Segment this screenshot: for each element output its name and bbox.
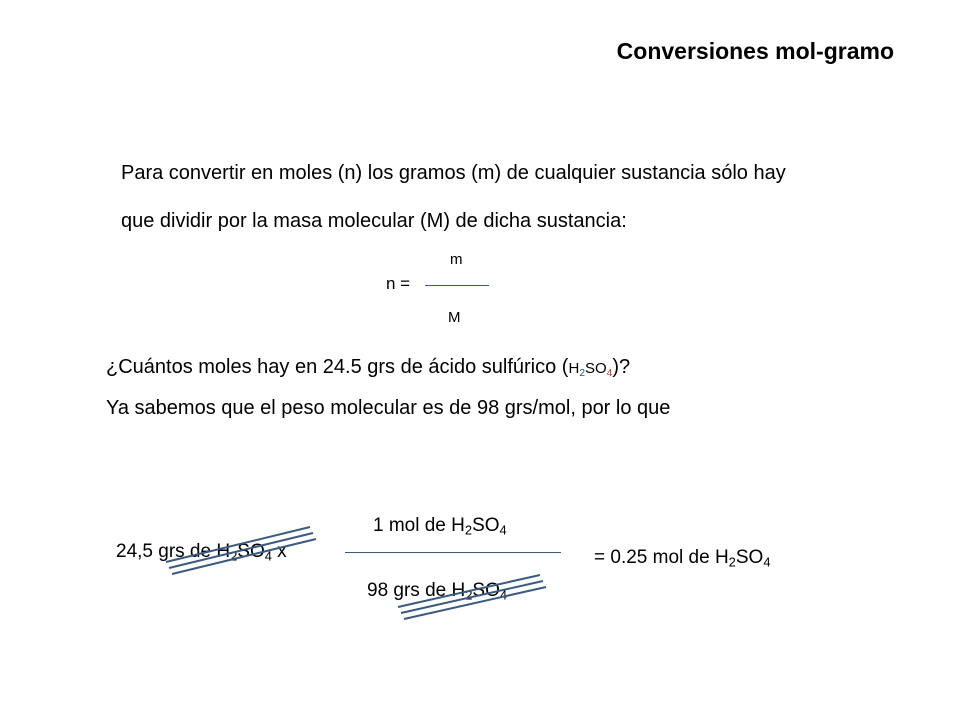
formula-so: SO — [584, 360, 607, 377]
strike-den-line-2 — [401, 581, 543, 613]
calc-result-sub2: 4 — [763, 554, 771, 570]
intro-line-1: Para convertir en moles (n) los gramos (m) de cualquier sustancia sólo hay — [121, 162, 786, 184]
calc-den-sub2: 4 — [499, 587, 508, 603]
calc-left-mid: SO — [237, 541, 265, 562]
strike-den-line-3 — [404, 587, 546, 619]
calc-num-mid: SO — [472, 515, 500, 536]
strike-left-line-1 — [166, 527, 310, 562]
strike-left-line-3 — [172, 539, 316, 574]
calc-left-sub2: 4 — [264, 548, 272, 564]
question-prefix: ¿Cuántos moles hay en 24.5 grs de ácido sulfúrico ( — [106, 356, 569, 378]
calc-result-mid: SO — [735, 547, 764, 568]
calc-left-sub1: 2 — [230, 548, 238, 564]
calc-den-text: 98 grs de H — [367, 580, 466, 601]
calc-num-sub1: 2 — [464, 522, 473, 538]
formula-h-sub: 2 — [579, 367, 585, 379]
intro-line-2: que dividir por la masa molecular (M) de dicha sustancia: — [121, 210, 627, 232]
page-title: Conversiones mol-gramo — [616, 38, 894, 64]
formula-denominator: M — [448, 309, 461, 326]
strike-denominator — [398, 575, 546, 619]
calc-result-text: = 0.25 mol de H — [594, 547, 729, 568]
calc-left-text: 24,5 grs de H — [116, 541, 231, 562]
formula-h: H — [568, 360, 580, 377]
calc-den-sub1: 2 — [465, 587, 473, 603]
strike-left-line-2 — [169, 533, 313, 568]
statement-line: Ya sabemos que el peso molecular es de 98 grs/mol, por lo que — [106, 397, 671, 419]
calc-result-sub1: 2 — [728, 554, 736, 570]
formula-numerator: m — [450, 251, 463, 268]
formula-so-sub: 4 — [606, 367, 613, 379]
formula-lhs: n = — [386, 274, 411, 293]
calc-left-tail: x — [271, 541, 287, 562]
strike-left-term — [166, 527, 316, 574]
calc-num-sub2: 4 — [499, 522, 507, 538]
calc-den-mid: SO — [472, 580, 500, 601]
calc-num-text: 1 mol de H — [373, 515, 465, 536]
strike-den-line-1 — [398, 575, 540, 607]
question-suffix: )? — [612, 356, 631, 378]
